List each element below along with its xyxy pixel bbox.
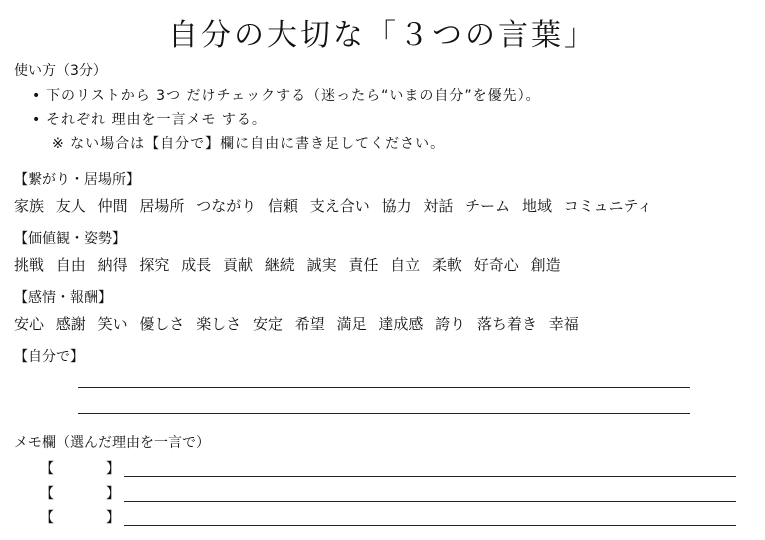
- memo-row: [40, 484, 740, 506]
- word-list-connection: [14, 195, 659, 217]
- memo-write-line[interactable]: [124, 476, 736, 477]
- memo-left-bracket: 【: [40, 510, 54, 526]
- word-item[interactable]: 自由: [55, 256, 86, 274]
- word-item[interactable]: 家族: [14, 197, 45, 215]
- memo-write-line[interactable]: [124, 525, 736, 526]
- howto-note: ※ ない場合は【自分で】欄に自由に書き足してください。: [52, 136, 446, 152]
- word-item[interactable]: 幸福: [548, 315, 579, 333]
- memo-row: [40, 508, 740, 530]
- word-item[interactable]: 信頼: [267, 197, 298, 215]
- word-item[interactable]: 自立: [390, 256, 421, 274]
- word-item[interactable]: チーム: [465, 197, 511, 215]
- word-item[interactable]: 納得: [97, 256, 128, 274]
- word-item[interactable]: 楽しさ: [196, 315, 242, 333]
- section-heading-emotion: 【感情・報酬】: [14, 290, 112, 306]
- word-item[interactable]: 満足: [336, 315, 367, 333]
- word-item[interactable]: コミュニティ: [563, 197, 653, 215]
- memo-right-bracket: 】: [106, 510, 120, 526]
- word-item[interactable]: 貢献: [222, 256, 253, 274]
- memo-heading: メモ欄（選んだ理由を一言で）: [14, 435, 210, 451]
- word-item[interactable]: 成長: [181, 256, 212, 274]
- word-list-emotion: [14, 313, 586, 335]
- howto-bullet-text: それぞれ 理由を一言メモ する。: [46, 112, 267, 128]
- word-item[interactable]: 安定: [252, 315, 283, 333]
- memo-right-bracket: 】: [106, 486, 120, 502]
- word-item[interactable]: 安心: [14, 315, 45, 333]
- word-item[interactable]: 対話: [423, 197, 454, 215]
- word-item[interactable]: 挑戦: [14, 256, 45, 274]
- word-item[interactable]: 支え合い: [309, 197, 370, 215]
- memo-right-bracket: 】: [106, 461, 120, 477]
- memo-left-bracket: 【: [40, 486, 54, 502]
- word-item[interactable]: 誠実: [306, 256, 337, 274]
- own-write-line[interactable]: [78, 413, 690, 414]
- bullet-mark: •: [32, 112, 42, 128]
- word-item[interactable]: 感謝: [55, 315, 86, 333]
- memo-row: [40, 459, 740, 481]
- word-item[interactable]: 落ち着き: [476, 315, 537, 333]
- word-item[interactable]: 責任: [348, 256, 379, 274]
- section-heading-values: 【価値観・姿勢】: [14, 231, 126, 247]
- section-heading-connection: 【繋がり・居場所】: [14, 172, 140, 188]
- word-item[interactable]: 誇り: [435, 315, 466, 333]
- word-item[interactable]: 友人: [55, 197, 86, 215]
- word-item[interactable]: 笑い: [97, 315, 128, 333]
- word-item[interactable]: 柔軟: [431, 256, 462, 274]
- howto-bullet-text: 下のリストから 3つ だけチェックする（迷ったら“いまの自分”を優先）。: [46, 88, 541, 104]
- howto-bullet-1: [32, 86, 541, 106]
- word-item[interactable]: 継続: [264, 256, 295, 274]
- word-item[interactable]: 希望: [294, 315, 325, 333]
- own-write-line[interactable]: [78, 387, 690, 388]
- word-item[interactable]: 仲間: [97, 197, 128, 215]
- word-item[interactable]: 地域: [521, 197, 552, 215]
- word-item[interactable]: 創造: [530, 256, 561, 274]
- word-item[interactable]: 好奇心: [473, 256, 519, 274]
- word-item[interactable]: 達成感: [378, 315, 424, 333]
- word-item[interactable]: 協力: [381, 197, 412, 215]
- word-item[interactable]: つながり: [196, 197, 257, 215]
- word-item[interactable]: 探究: [139, 256, 170, 274]
- bullet-mark: •: [32, 88, 42, 104]
- page-title: 自分の大切な「３つの言葉」: [168, 18, 597, 53]
- word-item[interactable]: 居場所: [139, 197, 185, 215]
- howto-bullet-2: [32, 110, 267, 130]
- word-item[interactable]: 優しさ: [139, 315, 185, 333]
- section-heading-own: 【自分で】: [14, 349, 84, 365]
- howto-heading: 使い方（3分）: [14, 63, 107, 79]
- memo-left-bracket: 【: [40, 461, 54, 477]
- memo-write-line[interactable]: [124, 501, 736, 502]
- word-list-values: [14, 254, 568, 276]
